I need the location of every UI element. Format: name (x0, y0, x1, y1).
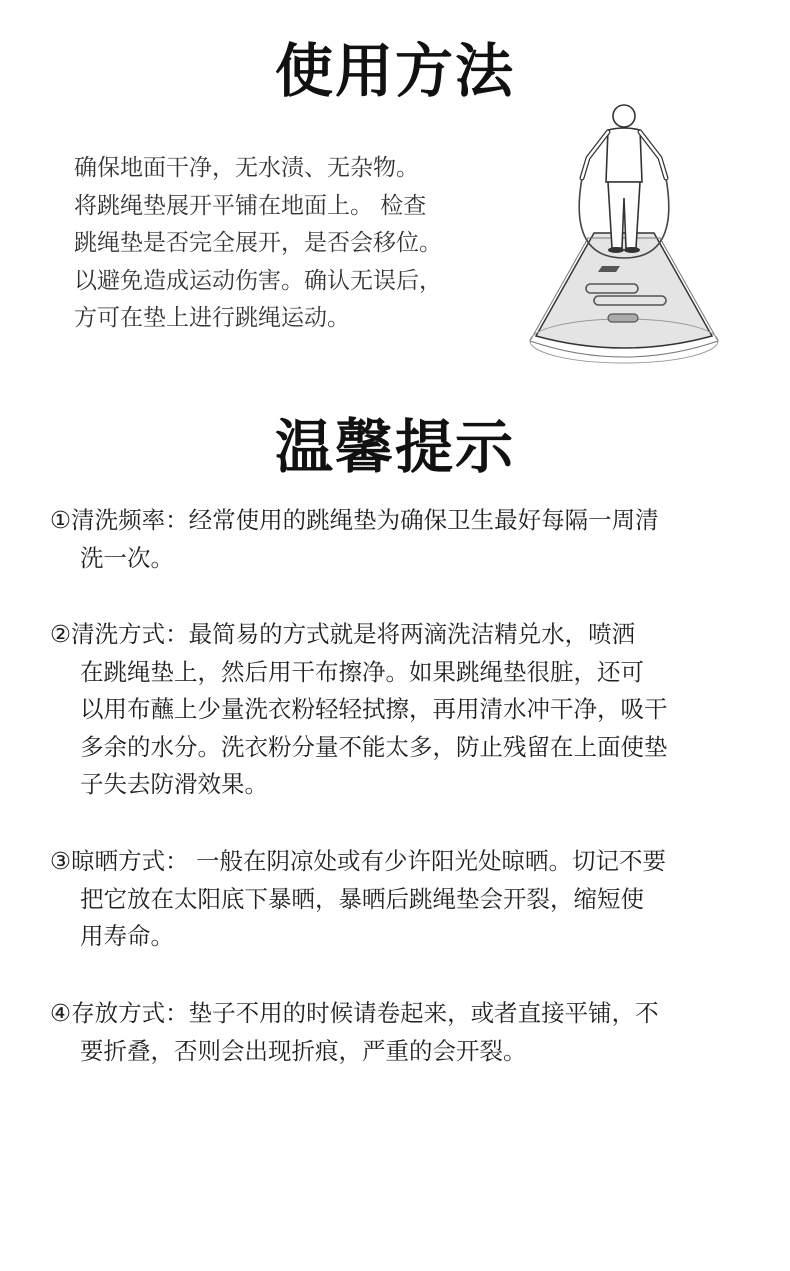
usage-line: 以避免造成运动伤害。确认无误后， (74, 267, 442, 294)
tip-line: 用寿命。 (80, 922, 174, 950)
tip-line: ④存放方式：垫子不用的时候请卷起来，或者直接平铺，不 (50, 999, 659, 1027)
tip-item-cleaning-frequency (50, 502, 750, 577)
tip-item-storage-method (50, 995, 750, 1070)
usage-line: 确保地面干净，无水渍、无杂物。 (74, 155, 419, 181)
tip-line: 以用布蘸上少量洗衣粉轻轻拭擦，再用清水冲干净，吸干 (80, 695, 668, 723)
tip-line: 多余的水分。洗衣粉分量不能太多，防止残留在上面使垫 (80, 732, 668, 761)
usage-instructions (74, 150, 494, 338)
jump-rope-person-on-mat-icon (524, 98, 724, 373)
tip-line: 把它放在太阳底下暴晒，暴晒后跳绳垫会开裂，缩短使 (80, 884, 644, 913)
usage-section-title: 使用方法 (274, 37, 515, 105)
tip-item-cleaning-method (50, 616, 750, 804)
usage-line: 将跳绳垫展开平铺在地面上。 检查 (74, 192, 427, 219)
tip-line: 在跳绳垫上，然后用干布擦净。如果跳绳垫很脏，还可 (80, 657, 644, 686)
tips-section-title: 温馨提示 (274, 413, 515, 481)
tip-line: ①清洗频率：经常使用的跳绳垫为确保卫生最好每隔一周清 (50, 506, 659, 534)
tip-line: ③晾晒方式： 一般在阴凉处或有少许阳光处晾晒。切记不要 (50, 847, 667, 875)
tip-line: ②清洗方式：最简易的方式就是将两滴洗洁精兑水，喷洒 (50, 620, 636, 648)
usage-line: 跳绳垫是否完全展开，是否会移位。 (74, 230, 442, 256)
tip-line: 子失去防滑效果。 (80, 770, 268, 798)
tip-line: 要折叠，否则会出现折痕，严重的会开裂。 (80, 1036, 527, 1065)
usage-line: 方可在垫上进行跳绳运动。 (74, 305, 350, 331)
tip-item-drying-method (50, 843, 750, 956)
tip-line: 洗一次。 (80, 543, 174, 572)
